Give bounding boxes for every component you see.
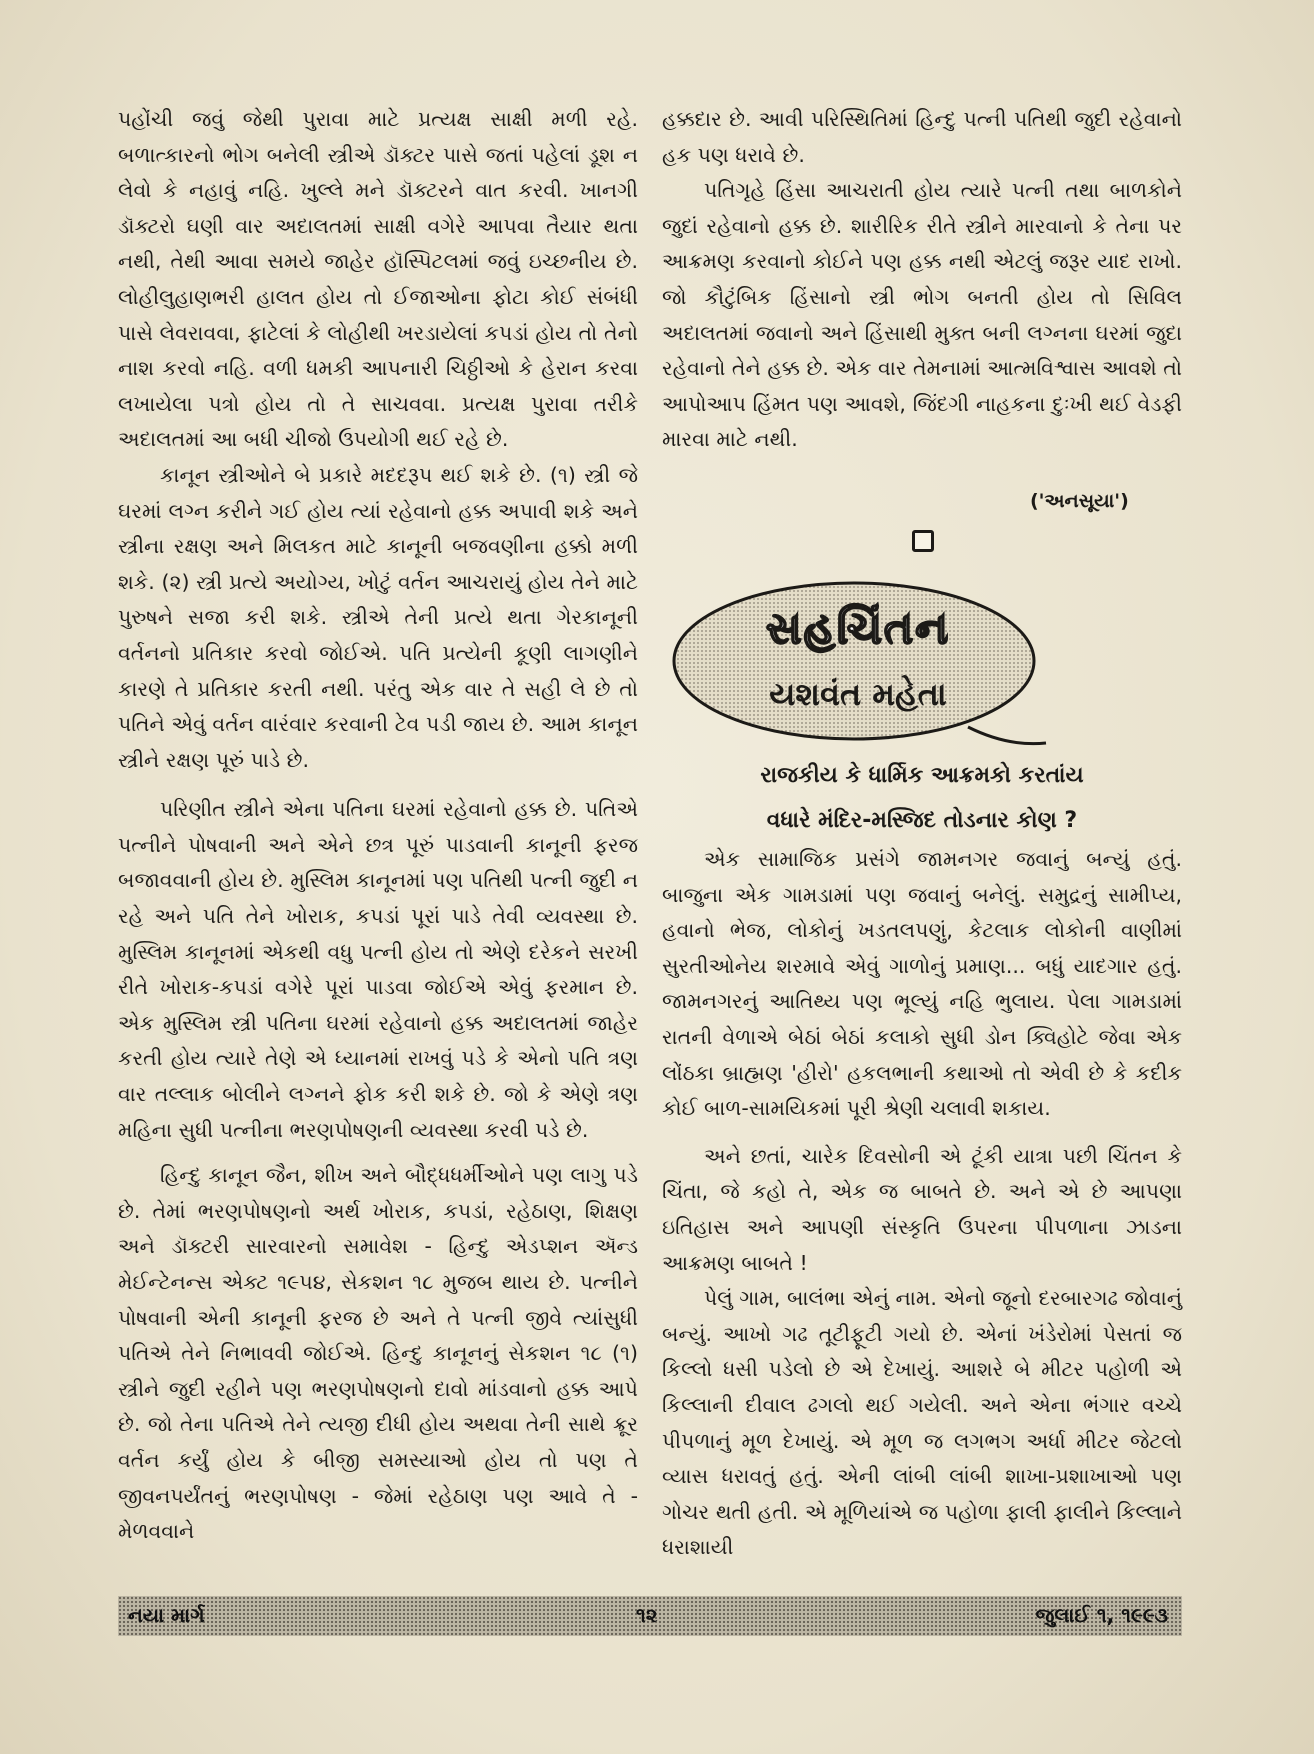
issue-date: જુલાઈ ૧, ૧૯૯૩ (1035, 1603, 1168, 1627)
paragraph: હિન્દુ કાનૂન જૈન, શીખ અને બૌદ્ધધર્મીઓને પણ લાગુ પડે છે. તેમાં ભરણપોષણનો અર્થ ખોરાક, કપડાં, રહેઠાણ, શિક્ષણ અને ડૉક્ટરી સારવારનો સમાવેશ - હિન્દુ એડપ્શન ઍન્ડ મેઈન્ટેનન્સ એક્ટ ૧૯૫૪, સેકશન ૧૮ મુજબ થાય છે. પત્નીને પોષવાની એની કાનૂની ફરજ છે અને તે પત્ની જીવે ત્યાંસુધી પતિએ તેને નિભાવવી જોઈએ. હિન્દુ કાનૂનનું સેકશન ૧૮ (૧) સ્ત્રીને જુદી રહીને પણ ભરણપોષણનો દાવો માંડવાનો હક્ક આપે છે. જો તેના પતિએ તેને ત્યજી દીધી હોય અથવા તેની સાથે ક્રૂર વર્તન કર્યું હોય કે બીજી સમસ્યાઓ હોય તો પણ તે જીવનપર્યંતનું ભરણપોષણ - જેમાં રહેઠાણ પણ આવે તે - મેળવવાને (118, 1163, 638, 1544)
paragraph: કાનૂન સ્ત્રીઓને બે પ્રકારે મદદરૂપ થઈ શકે છે. (૧) સ્ત્રી જે ઘરમાં લગ્ન કરીને ગઈ હોય ત્યાં રહેવાનો હક્ક અપાવી શકે અને સ્ત્રીના રક્ષણ અને મિલકત માટે કાનૂની બજવણીના હક્કો મળી શકે. (૨) સ્ત્રી પ્રત્યે અયોગ્ય, ખોટું વર્તન આચરાયું હોય તેને માટે પુરુષને સજા કરી શકે. સ્ત્રીએ તેની પ્રત્યે થતા ગેરકાનૂની વર્તનનો પ્રતિકાર કરવો જોઈએ. પતિ પ્રત્યેની કૂણી લાગણીને કારણે તે પ્રતિકાર કરતી નથી. પરંતુ એક વાર તે સહી લે છે તો પતિને એવું વર્તન વારંવાર કરવાની ટેવ પડી જાય છે. આમ કાનૂન સ્ત્રીને રક્ષણ પૂરું પાડે છે. (118, 462, 638, 772)
article-headline: રાજકીય કે ધાર્મિક આક્રમકો કરતાંય (760, 763, 1084, 788)
paragraph: પરિણીત સ્ત્રીને એના પતિના ઘરમાં રહેવાનો હક્ક છે. પતિએ પત્નીને પોષવાની અને એને છત્ર પૂરું પાડવાની કાનૂની ફરજ બજાવવાની હોય છે. મુસ્લિમ કાનૂનમાં પણ પતિથી પત્ની જુદી ન રહે અને પતિ તેને ખોરાક, કપડાં પૂરાં પાડે તેવી વ્યવસ્થા છે. મુસ્લિમ કાનૂનમાં એકથી વધુ પત્ની હોય તો એણે દરેકને સરખી રીતે ખોરાક-કપડાં વગેરે પૂરાં પાડવા જોઈએ એવું ફરમાન છે. એક મુસ્લિમ સ્ત્રી પતિના ઘરમાં રહેવાનો હક્ક અદાલતમાં જાહેર કરતી હોય ત્યારે તેણે એ ધ્યાનમાં રાખવું પડે કે એનો પતિ ત્રણ વાર તલ્લાક બોલીને લગ્નને ફોક કરી શકે છે. જો કે એણે ત્રણ મહિના સુધી પત્નીના ભરણપોષણની વ્યવસ્થા કરવી પડે છે. (118, 797, 638, 1142)
column-title: સહચિંતન (765, 603, 951, 654)
paragraph: એક સામાજિક પ્રસંગે જામનગર જવાનું બન્યું હતું. બાજુના એક ગામડામાં પણ જવાનું બનેલું. સમુદ્રનું સામીપ્ય, હવાનો ભેજ, લોકોનું ખડતલપણું, કેટલાક લોકોની વાણીમાં સુરતીઓનેય શરમાવે એવું ગાળોનું પ્રમાણ... બધું યાદગાર હતું. જામનગરનું આતિથ્ય પણ ભૂલ્યું નહિ ભુલાય. પેલા ગામડામાં રાતની વેળાએ બેઠાં બેઠાં કલાકો સુધી ડોન ક્વિહોટે જેવા એક લોંઠકા બ્રાહ્મણ 'હીરો' હકલભાની કથાઓ તો એવી છે કે કદીક કોઈ બાળ-સામયિકમાં પૂરી શ્રેણી ચલાવી શકાય. (662, 847, 1182, 1121)
paragraph: પહોંચી જવું જેથી પુરાવા માટે પ્રત્યક્ષ સાક્ષી મળી રહે. બળાત્કારનો ભોગ બનેલી સ્ત્રીએ ડૉક્ટર પાસે જતાં પહેલાં ડૂશ ન લેવો કે નહાવું નહિ. ખુલ્લે મને ડૉક્ટરને વાત કરવી. ખાનગી ડૉક્ટરો ઘણી વાર અદાલતમાં સાક્ષી વગેરે આપવા તૈયાર થતા નથી, તેથી આવા સમયે જાહેર હૉસ્પિટલમાં જવું ઇચ્છનીય છે. લોહીલુહાણભરી હાલત હોય તો ઈજાઓના ફોટા કોઈ સંબંધી પાસે લેવરાવવા, ફાટેલાં કે લોહીથી ખરડાયેલાં કપડાં હોય તો તેનો નાશ કરવો નહિ. વળી ધમકી આપનારી ચિઠ્ઠીઓ કે હેરાન કરવા લખાયેલા પત્રો હોય તો તે સાચવવા. પ્રત્યક્ષ પુરાવા તરીકે અદાલતમાં આ બધી ચીજો ઉપયોગી થઈ રહે છે. (118, 107, 638, 452)
hollow-square-icon (912, 530, 934, 552)
right-column-top (662, 102, 1182, 458)
author-signature: ('અનસૂયા') (1030, 490, 1129, 512)
paragraph: અને છતાં, ચારેક દિવસોની એ ટૂંકી યાત્રા પછી ચિંતન કે ચિંતા, જે કહો તે, એક જ બાબતે છે. અને એ છે આપણા ઇતિહાસ અને આપણી સંસ્કૃતિ ઉપરના પીપળાના ઝાડના આક્રમણ બાબતે ! (662, 1143, 1182, 1275)
page-number: ૧૨ (636, 1603, 658, 1627)
left-column (118, 102, 638, 1550)
column-badge (668, 577, 1048, 757)
page-footer (118, 1596, 1182, 1636)
paragraph: પતિગૃહે હિંસા આચરાતી હોય ત્યારે પત્ની તથા બાળકોને જુદાં રહેવાનો હક્ક છે. શારીરિક રીતે સ્ત્રીને મારવાનો કે તેના પર આક્રમણ કરવાનો કોઈને પણ હક્ક નથી એટલું જરૂર યાદ રાખો. જો કૌટુંબિક હિંસાનો સ્ત્રી ભોગ બનતી હોય તો સિવિલ અદાલતમાં જવાનો અને હિંસાથી મુક્ત બની લગ્નના ઘરમાં જુદા રહેવાનો તેને હક્ક છે. એક વાર તેમનામાં આત્મવિશ્વાસ આવશે તો આપોઆપ હિંમત પણ આવશે, જિંદગી નાહકના દુઃખી થઈ વેડફી મારવા માટે નથી. (662, 178, 1182, 452)
paragraph: પેલું ગામ, બાલંભા એનું નામ. એનો જૂનો દરબારગઢ જોવાનું બન્યું. આખો ગઢ તૂટીફૂટી ગયો છે. એનાં ખંડેરોમાં પેસતાં જ કિલ્લો ધસી પડેલો છે એ દેખાયું. આશરે બે મીટર પહોળી એ કિલ્લાની દીવાલ ઢગલો થઈ ગયેલી. અને એના ભંગાર વચ્ચે પીપળાનું મૂળ દેખાયું. એ મૂળ જ લગભગ અર્ધા મીટર જેટલો વ્યાસ ધરાવતું હતું. એની લાંબી લાંબી શાખા-પ્રશાખાઓ પણ ગોચર થતી હતી. એ મૂળિયાંએ જ પહોળા ફાલી ફાલીને કિલ્લાને ધરાશાયી (662, 1286, 1182, 1560)
paragraph: હક્કદાર છે. આવી પરિસ્થિતિમાં હિન્દુ પત્ની પતિથી જુદી રહેવાનો હક પણ ધરાવે છે. (662, 107, 1182, 167)
column-author: યશવંત મહેતા (769, 675, 947, 713)
magazine-name: નયા માર્ગ (128, 1603, 205, 1627)
article-headline: વધારે મંદિર-મસ્જિદ તોડનાર કોણ ? (766, 808, 1078, 833)
right-column-bottom (662, 842, 1182, 1566)
